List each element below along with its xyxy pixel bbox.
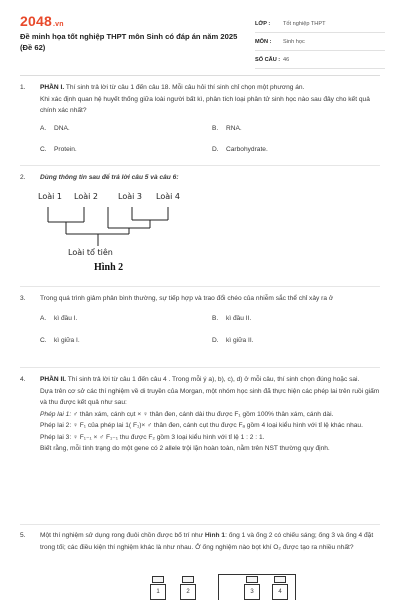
tube-1: 1 bbox=[150, 584, 166, 600]
ancestor-label: Loài tổ tiên bbox=[68, 248, 113, 257]
phylogenetic-tree-figure bbox=[38, 192, 208, 282]
test-tube-figure bbox=[140, 572, 300, 600]
cross-1 bbox=[40, 409, 382, 421]
header bbox=[0, 0, 400, 72]
question-text: Dùng thông tin sau để trả lời câu 5 và câu 6: bbox=[40, 174, 179, 181]
question-divider bbox=[20, 165, 380, 166]
q5-text-2: : ống 1 và ống 2 có chiếu sáng; ống 3 và ống 4 đặt trong tối; các điều kiện thí nghiệm khác là như nhau. Ở ống nghiệm nào bọt khí O₂ được tạo ra nhiều nhất? bbox=[40, 532, 374, 551]
options-row bbox=[40, 144, 382, 158]
logo-main: 2048 bbox=[20, 13, 52, 29]
option-b[interactable]: B. RNA. bbox=[212, 124, 242, 132]
part-label: PHẦN II. bbox=[40, 376, 67, 383]
meta-key: LỚP : bbox=[255, 20, 271, 27]
meta-table bbox=[255, 15, 385, 69]
header-divider bbox=[20, 75, 380, 76]
tube-cap bbox=[182, 576, 194, 583]
species-label: Loài 4 bbox=[156, 192, 180, 201]
option-a[interactable]: A. kì đầu I. bbox=[40, 314, 78, 322]
site-logo[interactable] bbox=[20, 13, 64, 29]
meta-row-count bbox=[255, 51, 385, 69]
question-divider bbox=[20, 367, 380, 368]
option-c[interactable]: C. Protein. bbox=[40, 145, 77, 153]
question-5 bbox=[20, 530, 382, 553]
options-row bbox=[40, 313, 382, 327]
question-text bbox=[40, 374, 382, 455]
q5-figure-ref: Hình 1 bbox=[204, 532, 226, 539]
instruction-text: Thí sinh trả lời từ câu 1 đến câu 18. Mỗi câu hỏi thí sinh chỉ chọn một phương án. bbox=[64, 84, 305, 91]
species-label: Loài 3 bbox=[118, 192, 142, 201]
meta-value: Sinh học bbox=[283, 38, 305, 45]
tube-cap bbox=[246, 576, 258, 583]
species-label: Loài 2 bbox=[74, 192, 98, 201]
cross-1-text: ♂ thân xám, cánh cụt × ♀ thân đen, cánh dài thu được F₁ gồm 100% thân xám, cánh dài. bbox=[71, 410, 334, 418]
question-text bbox=[40, 530, 382, 553]
question-stem: Khi xác định quan hệ huyết thống giữa loài người bất kì, phân tích loại phân tử sinh học nào sau đây cho kết quả chính xác nhất? bbox=[40, 95, 370, 114]
option-a[interactable]: A. DNA. bbox=[40, 124, 70, 132]
question-1 bbox=[20, 82, 382, 158]
note: Biết rằng, mỗi tính trạng do một gene có 2 allele trội lặn hoàn toàn, nằm trên NST thường quy định. bbox=[40, 445, 330, 452]
question-number: 1. bbox=[20, 84, 26, 91]
cross-3: Phép lai 3: ♀ F₁₋₁ × ♂ F₁₋₁ thu được F₂ gồm 3 loại kiểu hình với tỉ lệ 1 : 2 : 1. bbox=[40, 433, 265, 441]
figure-caption: Hình 2 bbox=[94, 262, 124, 273]
q5-text-1: Một thí nghiệm sử dụng rong đuôi chồn được bố trí như bbox=[40, 532, 205, 539]
question-divider bbox=[20, 286, 380, 287]
question-text bbox=[40, 82, 382, 117]
question-2 bbox=[20, 172, 382, 184]
meta-row-class bbox=[255, 15, 385, 33]
tube-cap bbox=[274, 576, 286, 583]
part-label: PHẦN I. bbox=[40, 84, 65, 91]
tube-cap bbox=[152, 576, 164, 583]
question-number: 3. bbox=[20, 295, 26, 302]
question-number: 5. bbox=[20, 532, 26, 539]
paragraph: Dựa trên cơ sở các thí nghiệm về di truyền của Morgan, một nhóm học sinh đã thực hiện các phép lai trên ruồi giấm và thu được kết quả như sau: bbox=[40, 387, 380, 406]
species-label: Loài 1 bbox=[38, 192, 62, 201]
question-text: Trong quá trình giảm phân bình thường, sự tiếp hợp và trao đổi chéo của nhiễm sắc thể chỉ xảy ra ở bbox=[40, 295, 334, 302]
cross-2: Phép lai 2: ♀ F₁ của phép lai 1( F₁)× ♂ thân đen, cánh cụt thu được Fₐ gồm 4 loại kiểu hình với tỉ lệ khác nhau. bbox=[40, 422, 363, 429]
meta-key: MÔN : bbox=[255, 38, 272, 45]
logo-sub: .vn bbox=[52, 21, 64, 28]
option-b[interactable]: B. kì đầu II. bbox=[212, 314, 252, 322]
question-divider bbox=[20, 524, 380, 525]
options-row bbox=[40, 123, 382, 137]
tube-3: 3 bbox=[244, 584, 260, 600]
document-title: Đề minh họa tốt nghiệp THPT môn Sinh có đáp án năm 2025 (Đề 62) bbox=[20, 32, 238, 52]
meta-value: 46 bbox=[283, 56, 290, 63]
meta-row-subject bbox=[255, 33, 385, 51]
meta-key: SỐ CÂU : bbox=[255, 56, 281, 63]
question-number: 4. bbox=[20, 376, 26, 383]
question-3 bbox=[20, 293, 382, 349]
option-d[interactable]: D. kì giữa II. bbox=[212, 336, 254, 344]
option-c[interactable]: C. kì giữa I. bbox=[40, 336, 80, 344]
option-d[interactable]: D. Carbohydrate. bbox=[212, 145, 268, 153]
tube-2: 2 bbox=[180, 584, 196, 600]
question-number: 2. bbox=[20, 174, 26, 181]
options-row bbox=[40, 335, 382, 349]
cross-1-label: Phép lai 1: bbox=[40, 410, 72, 418]
tube-4: 4 bbox=[272, 584, 288, 600]
instruction-text: Thí sinh trả lời từ câu 1 đến câu 4 . Trong mỗi ý a), b), c), d) ở mỗi câu, thí sinh chọn đúng hoặc sai. bbox=[66, 376, 360, 383]
question-4 bbox=[20, 374, 382, 455]
meta-value: Tốt nghiệp THPT bbox=[283, 20, 326, 27]
